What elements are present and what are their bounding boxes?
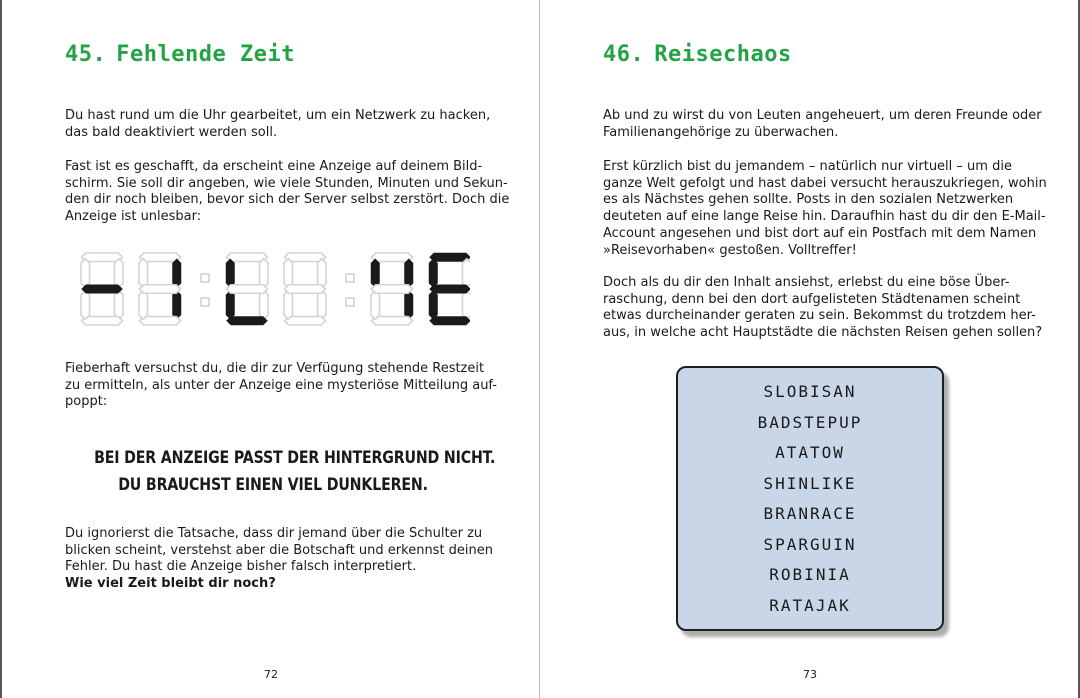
segment-middle-lit [82,285,123,294]
text-line: Fast ist es geschafft, da erscheint eine Anzeige auf deinem Bild- [65,159,483,174]
text-line: Anzeige ist unlesbar: [65,209,202,225]
message-line: DU BRAUCHST EINEN VIEL DUNKLEREN. [118,475,428,494]
text-line: schirm. Sie soll dir angeben, wie viele Stunden, Minuten und Sekun- [65,175,508,191]
clock-digit [371,253,413,325]
scrambled-city: ATATOW [775,443,845,462]
text-line: Familienangehörige zu überwachen. [603,124,839,140]
puzzle-46-heading [603,42,792,67]
segment-upper-right-lit [405,259,414,288]
intro-paragraph [65,108,491,141]
segment-upper-left-lit [371,259,380,288]
segment-upper-right-unlit [318,259,327,288]
story-paragraph [603,159,1047,259]
text-line: Ab und zu wirst du von Leuten angeheuert, um deren Freunde oder [603,108,1042,123]
segment-lower-left-lit [429,291,438,320]
segment-upper-left-lit [226,259,235,288]
segment-upper-right-unlit [463,259,471,288]
clock-digit [284,253,326,325]
segment-upper-left-unlit [139,259,148,288]
segment-lower-right-unlit [318,291,327,320]
clock-colon-dot [201,298,209,306]
text-line: aus, in welche acht Hauptstädte die nächsten Reisen gehen sollen? [603,325,1043,341]
closing-paragraph [65,526,494,593]
puzzle-question: Wie viel Zeit bleibt dir noch? [65,576,276,592]
text-line: zu ermitteln, als unter der Anzeige eine mysteriöse Mitteilung auf- [65,377,497,393]
text-line: Du hast rund um die Uhr gearbeitet, um ein Netzwerk zu hacken, [65,108,491,123]
message-intro-paragraph [65,361,497,411]
segment-lower-right-lit [405,291,414,320]
segment-lower-left-unlit [139,291,148,320]
scrambled-city: SHINLIKE [763,473,857,493]
text-line: Erst kürzlich bist du jemandem – natürlich nur virtuell – um die [603,159,1012,174]
clock-digit [139,253,181,325]
segment-middle-unlit [227,285,268,294]
puzzle-title: Fehlende Zeit [116,42,295,67]
segment-middle-unlit [285,285,326,294]
segment-bottom-lit [227,317,268,326]
segment-upper-right-lit [173,259,182,288]
scrambled-city: ROBINIA [769,565,851,584]
segment-middle-lit [430,285,471,294]
text-line: raschung, denn bei den dort aufgelisteten Städtenamen scheint [603,291,1021,307]
puzzle-45-heading [65,42,295,67]
text-line: das bald deaktiviert werden soll. [65,124,278,140]
segment-middle-unlit [140,285,181,294]
segment-lower-right-lit [173,291,182,320]
segment-middle-unlit [372,285,413,294]
segment-lower-right-unlit [260,291,269,320]
segment-upper-left-lit [429,259,438,288]
segment-bottom-lit [430,317,471,326]
text-line: Du ignorierst die Tatsache, dass dir jemand über die Schulter zu [65,526,483,541]
text-line: deuteten auf eine lange Reise hin. Daraufhin hast du dir den E-Mail- [603,209,1046,225]
display-paragraph [65,159,510,226]
segment-lower-left-unlit [81,291,90,320]
segment-upper-right-unlit [115,259,124,288]
question-paragraph [603,275,1043,342]
text-line: es als Nächstes gehen sollte. Posts in den sozialen Netzwerken [603,192,1014,208]
segment-upper-left-unlit [284,259,293,288]
scrambled-city: BRANRACE [763,504,857,523]
puzzle-number: 45. [65,42,107,67]
scrambled-cities-box [676,366,944,631]
segment-lower-left-lit [226,291,235,320]
message-line: BEI DER ANZEIGE PASST DER HINTERGRUND NICHT. [94,448,496,467]
clock-colon-dot [201,274,209,282]
page-number: 72 [264,668,278,681]
text-line: blicken scheint, verstehst aber die Botschaft und erkennst deinen [65,542,494,558]
puzzle-title: Reisechaos [654,42,792,67]
segment-upper-right-unlit [260,259,269,288]
scrambled-city: SPARGUIN [763,534,857,554]
scrambled-city: BADSTEPUP [757,412,863,432]
segment-lower-left-unlit [371,291,380,320]
text-line: poppt: [65,394,108,410]
text-line: Fehler. Du hast die Anzeige bisher falsch interpretiert. [65,559,417,575]
text-line: Account angesehen und bist dort auf ein Postfach mit dem Namen [603,225,1037,241]
text-line: Fieberhaft versuchst du, die dir zur Verfügung stehende Restzeit [65,361,485,376]
mysterious-message [94,444,496,498]
segment-lower-left-unlit [284,291,293,320]
seven-segment-display [80,252,470,330]
text-line: »Reisevorhaben« gestoßen. Volltreffer! [603,242,857,258]
clock-digit [429,253,470,325]
scrambled-city: SLOBISAN [763,382,857,401]
text-line: den dir noch bleiben, bevor sich der Server selbst zerstört. Doch die [65,192,510,208]
right-page [540,0,1080,698]
text-line: ganze Welt gefolgt und hast dabei versucht herauszukriegen, wohin [603,175,1047,191]
segment-lower-right-unlit [463,291,471,320]
puzzle-number: 46. [603,42,645,67]
clock-colon-dot [346,298,354,306]
segment-top-lit [430,253,471,262]
clock-digit [81,253,123,325]
scrambled-cities-list [678,368,942,621]
segment-lower-right-unlit [115,291,124,320]
clock-colon-dot [346,274,354,282]
segment-top-unlit [372,253,413,262]
intro-paragraph [603,108,1042,141]
segment-upper-left-unlit [81,259,90,288]
text-line: Doch als du dir den Inhalt ansiehst, erlebst du eine böse Über- [603,275,1010,290]
page-number: 73 [803,668,817,681]
clock-digit [226,253,268,325]
text-line: etwas durcheinander geraten zu sein. Bekommst du trotzdem her- [603,308,1036,324]
scrambled-city: RATAJAK [769,595,851,615]
